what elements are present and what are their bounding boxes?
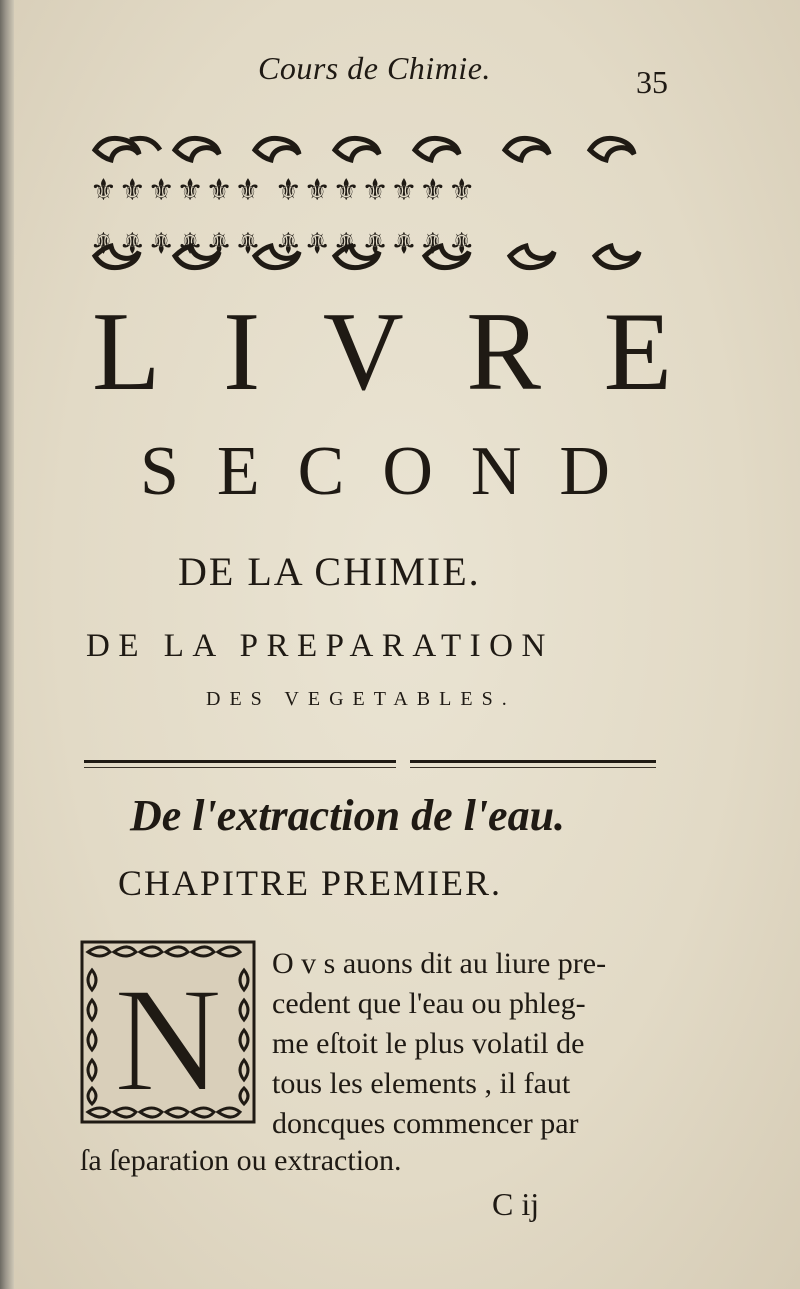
heading-letter: N [470, 433, 522, 510]
text-line: doncques commencer par [272, 1107, 579, 1140]
subtitle-preparation: DE LA PREPARATION [86, 628, 554, 664]
divider-rule [84, 760, 396, 763]
text-line: tous les elements , il faut [272, 1067, 571, 1100]
page-header [0, 46, 800, 100]
divider-rule [410, 760, 656, 763]
text-line: me eſtoit le plus volatil de [272, 1027, 585, 1060]
fleuron-ornament-band [90, 128, 680, 276]
fleur-row-lower [90, 224, 477, 259]
text-line-last: ſa ſeparation ou extraction. [80, 1144, 402, 1177]
heading-livre [92, 290, 672, 414]
heading-letter: C [297, 433, 345, 510]
heading-second [140, 432, 610, 512]
heading-letter: D [559, 433, 610, 510]
svg-text:⚜⚜⚜⚜⚜⚜ ⚜⚜⚜⚜⚜⚜⚜: ⚜⚜⚜⚜⚜⚜ ⚜⚜⚜⚜⚜⚜⚜ [90, 173, 478, 208]
page-number: 35 [636, 64, 668, 100]
running-title: Cours de Chimie. [258, 50, 491, 86]
heading-letter: V [322, 290, 404, 414]
heading-letter: L [92, 290, 161, 414]
heading-letter: O [382, 433, 433, 510]
heading-letter: R [466, 290, 541, 414]
svg-text:⚜⚜⚜⚜⚜⚜ ⚜⚜⚜⚜⚜⚜⚜: ⚜⚜⚜⚜⚜⚜ ⚜⚜⚜⚜⚜⚜⚜ [90, 224, 478, 259]
heading-letter: S [140, 433, 179, 510]
drop-cap-initial [80, 940, 256, 1124]
text-line: O v s auons dit au liure pre- [272, 947, 607, 980]
heading-letter: I [222, 290, 261, 414]
subtitle-vegetables: DES VEGETABLES. [206, 688, 516, 710]
signature-mark: C ij [492, 1186, 540, 1222]
section-title: De l'extraction de l'eau. [130, 791, 566, 840]
svg-text:N: N [113, 957, 223, 1123]
subtitle-de-la-chimie: DE LA CHIMIE. [178, 549, 481, 594]
heading-letter: E [216, 433, 260, 510]
book-spine-shadow [0, 0, 14, 1289]
chapter-heading: CHAPITRE PREMIER. [118, 863, 503, 903]
text-line: cedent que l'eau ou phleg- [272, 987, 586, 1020]
scroll-ornament-row-top [90, 138, 680, 164]
divider-rule-thin [410, 767, 656, 768]
divider-rule-thin [84, 767, 396, 768]
fleur-row-upper [90, 173, 477, 208]
heading-letter: E [603, 290, 672, 414]
